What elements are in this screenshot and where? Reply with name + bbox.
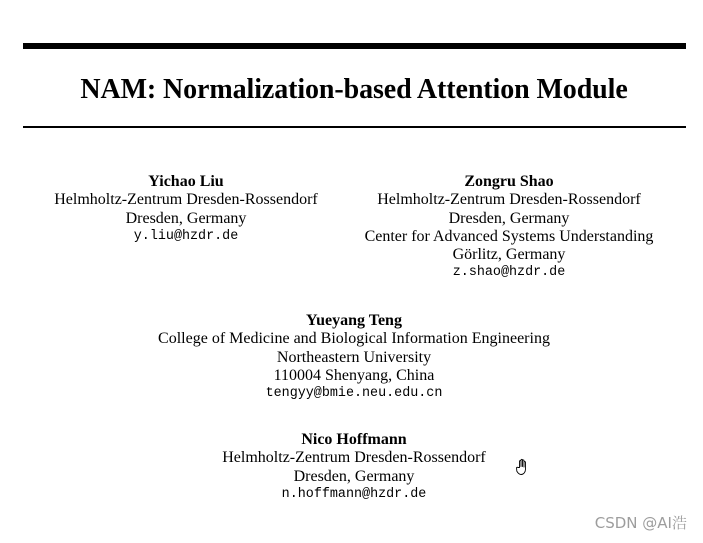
author-location: Dresden, Germany [448, 209, 570, 227]
author-affiliation: College of Medicine and Biological Information Engineering [158, 330, 550, 348]
author-email: z.shao@hzdr.de [452, 265, 566, 281]
author-location: Dresden, Germany [125, 209, 247, 227]
author-affiliation: Helmholtz-Zentrum Dresden-Rossendorf [222, 449, 486, 467]
author-location: Görlitz, Germany [452, 246, 566, 264]
author-name: Yichao Liu [148, 173, 224, 190]
author-name: Yueyang Teng [306, 312, 402, 329]
author-location: 110004 Shenyang, China [273, 366, 435, 384]
csdn-watermark: CSDN @AI浩 [594, 514, 687, 532]
author-name: Zongru Shao [464, 173, 554, 190]
author-email: tengyy@bmie.neu.edu.cn [265, 386, 443, 402]
author-email: n.hoffmann@hzdr.de [281, 486, 427, 502]
author-location: Dresden, Germany [293, 467, 415, 485]
author-block [140, 312, 568, 403]
title-bottom-rule [23, 126, 686, 128]
author-affiliation: Helmholtz-Zentrum Dresden-Rossendorf [54, 191, 318, 209]
paper-title: NAM: Normalization-based Attention Module [80, 74, 628, 105]
author-block [200, 431, 508, 504]
author-block [40, 173, 332, 246]
author-affiliation: Helmholtz-Zentrum Dresden-Rossendorf [377, 191, 641, 209]
author-affiliation: Northeastern University [276, 348, 432, 366]
author-email: y.liu@hzdr.de [133, 228, 239, 244]
hand-pointer-icon [515, 458, 531, 476]
author-affiliation: Center for Advanced Systems Understanding [364, 227, 654, 245]
author-block [354, 173, 664, 283]
top-thick-rule [23, 43, 686, 49]
author-name: Nico Hoffmann [301, 431, 407, 448]
